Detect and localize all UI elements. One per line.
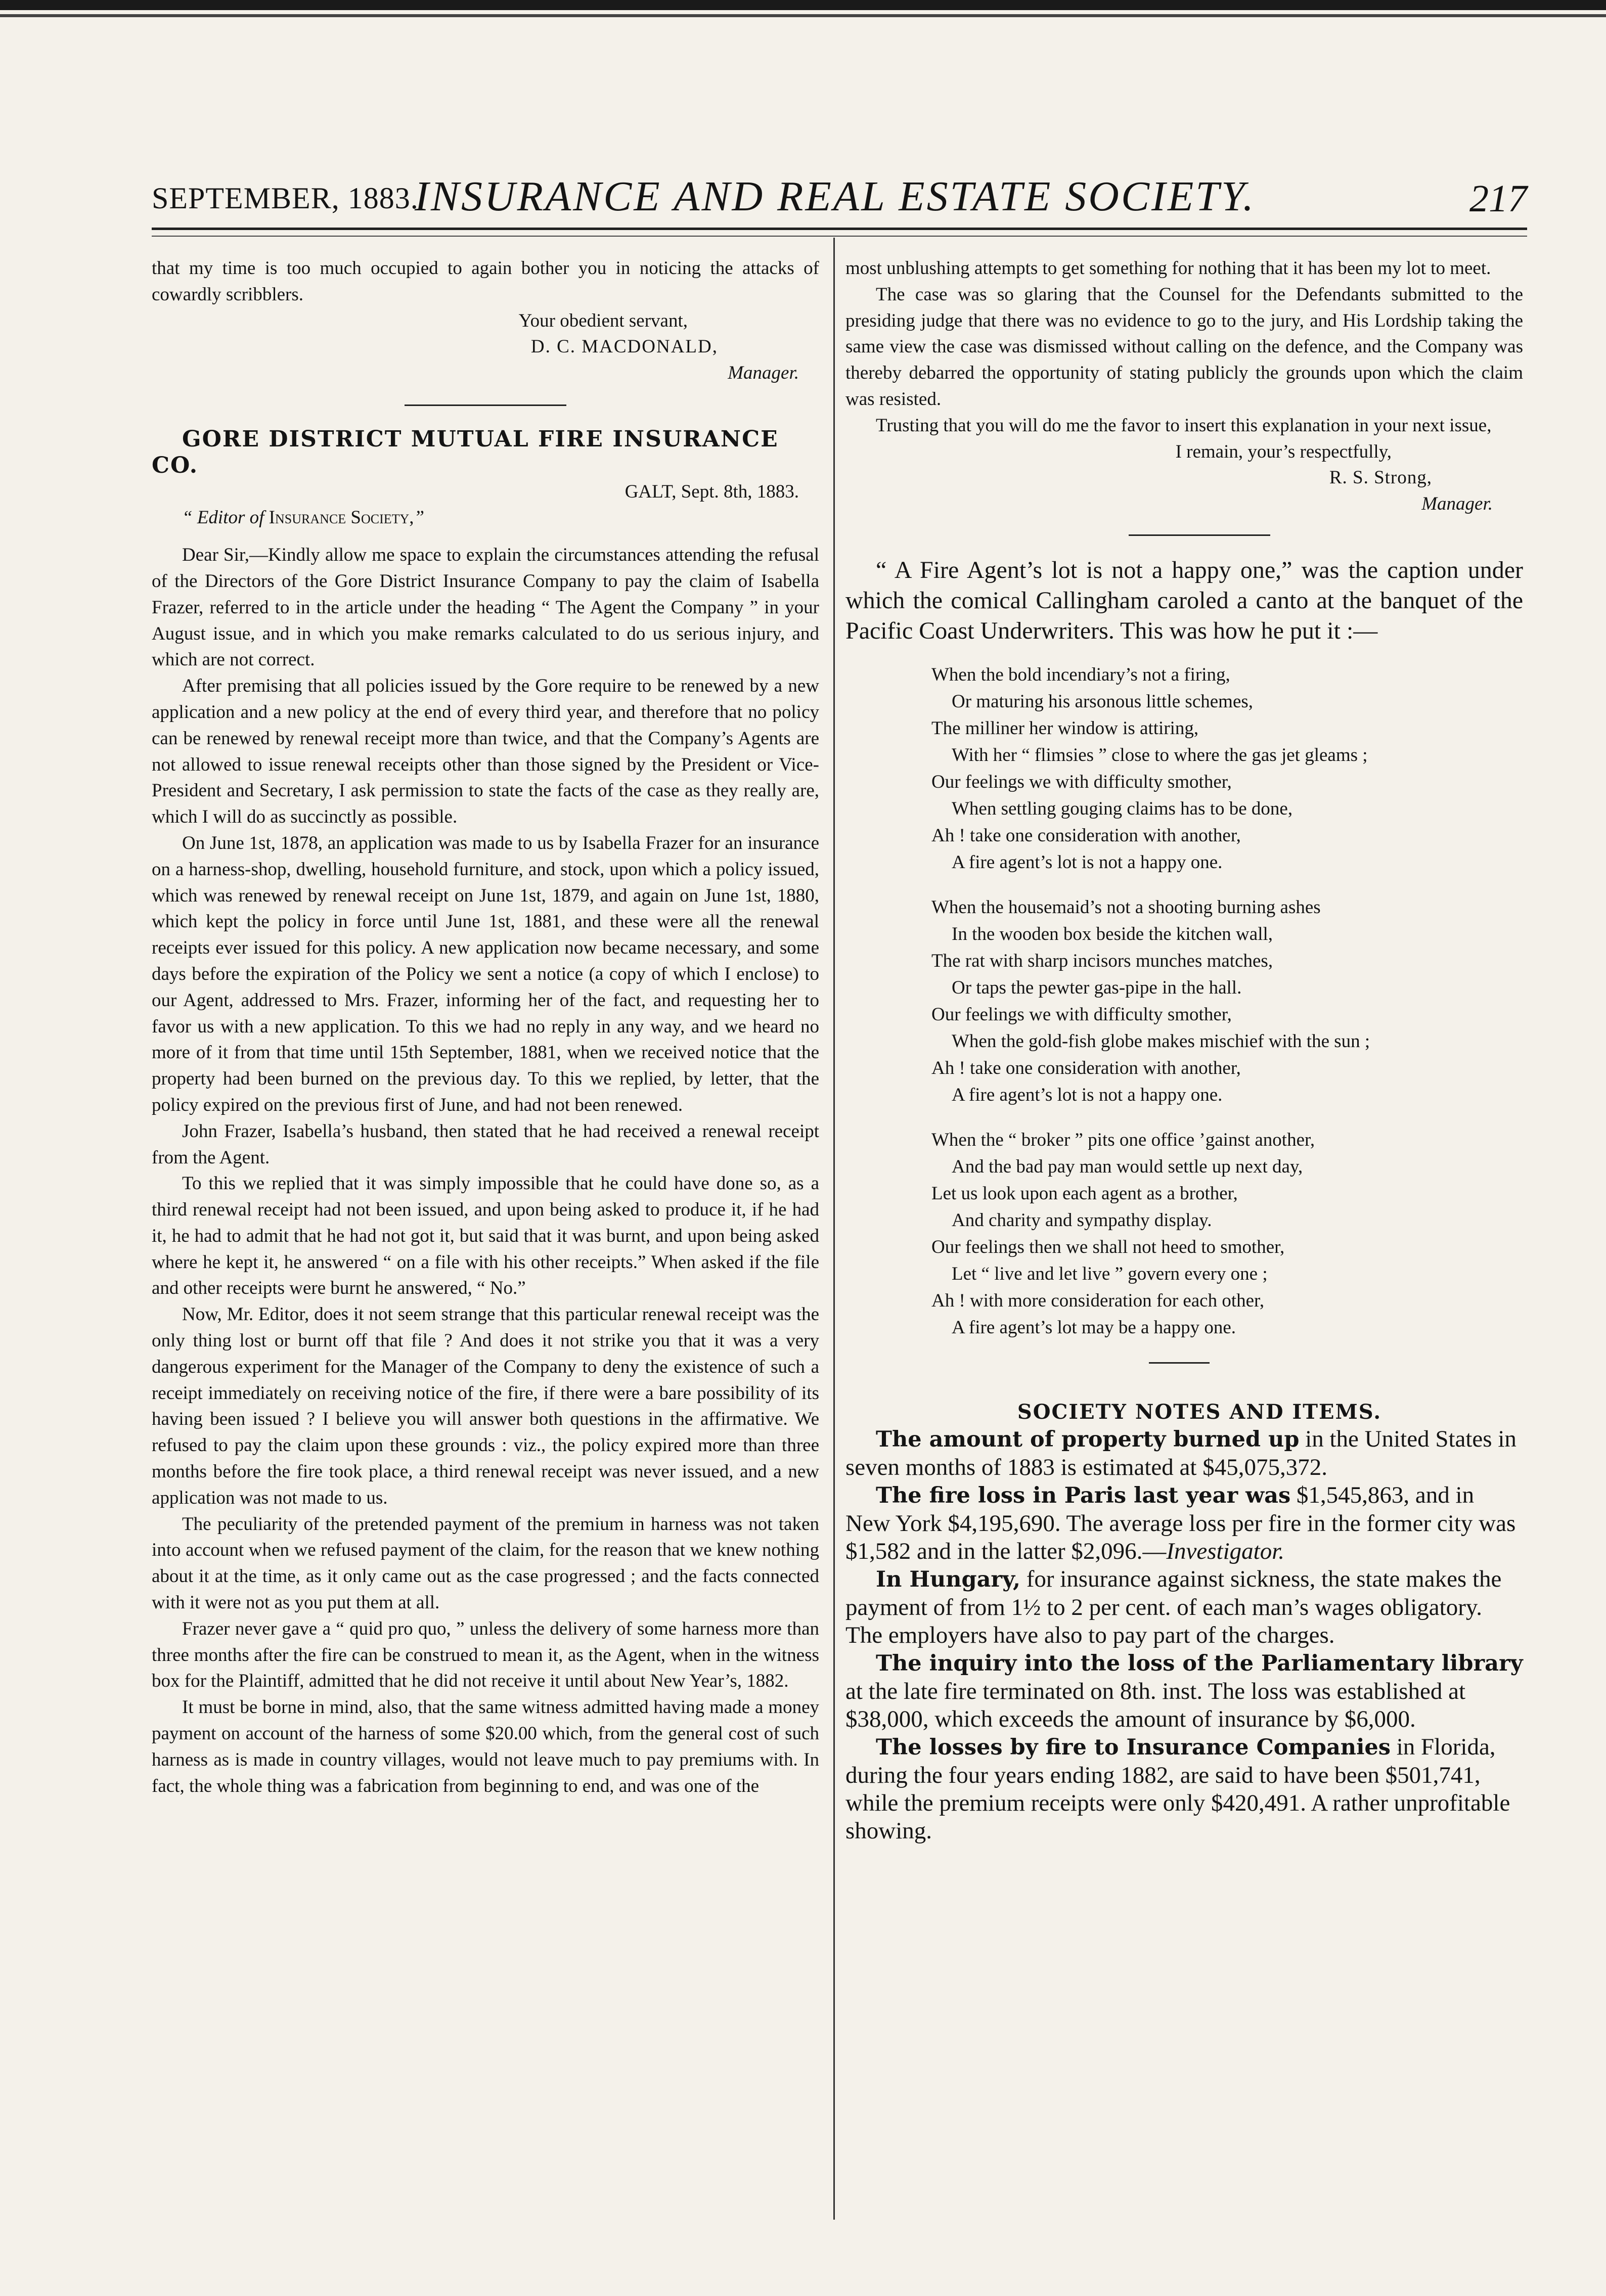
poem-line: When the gold-fish globe makes mischief with the sun ;: [952, 1030, 1370, 1052]
letter-paragraph: After premising that all policies issued by the Gore require to be renewed by a new application and a new policy at the end of every third year, and therefore that no policy can be renewed by renewal receipt more than twice, and that the Company’s Agents are not allowed to issue renewal receipts other than those signed by the President or Vice-President and Secretary, I ask permission to state the facts of the case as they really are, which I will do as succinctly as possible.: [152, 676, 819, 828]
dateline: GALT, Sept. 8th, 1883.: [624, 481, 799, 502]
top-border-thin: [0, 14, 1606, 17]
salutation-close: ”: [414, 507, 425, 528]
notes-section-title: SOCIETY NOTES AND ITEMS.: [1017, 1400, 1382, 1424]
note-lead: The amount of property burned up: [876, 1426, 1300, 1452]
signature-title: Manager.: [1421, 493, 1493, 515]
poem-line: Or maturing his arsonous little schemes,: [952, 691, 1254, 712]
signature-name: R. S. Strong,: [1329, 467, 1432, 488]
poem-line: Ah ! take one consideration with another,: [931, 1057, 1241, 1078]
poem-line: When the “ broker ” pits one office ’gainst another,: [931, 1129, 1315, 1150]
poem-line: A fire agent’s lot may be a happy one.: [952, 1317, 1236, 1338]
poem-line: Let us look upon each agent as a brother,: [931, 1183, 1238, 1204]
salutation-open: “ Editor of: [182, 507, 269, 528]
poem-line: Ah ! with more consideration for each other,: [931, 1290, 1265, 1311]
note-text: at the late fire terminated on 8th. inst. The loss was established at $38,000, which exceeds the amount of insurance by $6,000.: [845, 1678, 1466, 1732]
poem-line: And the bad pay man would settle up next day,: [952, 1156, 1303, 1177]
section-title: GORE DISTRICT MUTUAL FIRE INSURANCE CO.: [152, 426, 779, 478]
section-divider: [405, 404, 566, 406]
signature-title: Manager.: [728, 363, 799, 384]
poem-line: When the bold incendiary’s not a firing,: [931, 664, 1230, 685]
poem-line: Or taps the pewter gas-pipe in the hall.: [952, 977, 1242, 998]
carry-over-text: that my time is too much occupied to again bother you in noticing the attacks of cowardly scribblers.: [152, 258, 819, 305]
poem-line: A fire agent’s lot is not a happy one.: [952, 851, 1223, 873]
note-lead: The losses by fire to Insurance Companies: [876, 1734, 1391, 1760]
letter-paragraph: The case was so glaring that the Counsel for the Defendants submitted to the presiding judge that there was no evidence to go to the jury, and His Lordship taking the same view the case was dismissed without calling on the defence, and the Company was thereby debarred the opportunity of stating publicly the grounds upon which the claim was resisted.: [845, 284, 1523, 410]
signature-closing: Your obedient servant,: [518, 310, 688, 331]
letter-paragraph: Now, Mr. Editor, does it not seem strange that this particular renewal receipt was the only thing lost or burnt off that file ? And does it not strike you that it was a very dangerous experiment for the Manager of the Company to deny the existence of such a receipt immediately on receiving notice of the fire, if there were a bare possibility of its having been issued ? I believe you will answer both questions in the affirmative. We refused to pay the claim upon these grounds : viz., the policy expired more than three months before the fire took place, a third renewal receipt was never issued, and a new application was not made to us.: [152, 1304, 819, 1508]
signature-closing: I remain, your’s respectfully,: [1175, 441, 1392, 462]
poem: [931, 661, 1523, 1341]
salutation-publication: Insurance Society,: [269, 507, 414, 528]
header-rule-thin: [152, 236, 1527, 237]
salutation: [152, 505, 819, 531]
poem-line: A fire agent’s lot is not a happy one.: [952, 1084, 1223, 1105]
left-column: [152, 255, 819, 1799]
note-item: [845, 1565, 1523, 1649]
letter-paragraph: Dear Sir,—Kindly allow me space to explain the circumstances attending the refusal of the Directors of the Gore District Insurance Company to pay the claim of Isabella Frazer, referred to in the article under the heading “ The Agent the Company ” in your August issue, and in which you make remarks calculated to do us serious injury, and which are not correct.: [152, 545, 819, 670]
poem-line: The rat with sharp incisors munches matches,: [931, 950, 1273, 971]
note-item: [845, 1425, 1523, 1481]
note-text: in the United States in seven months of 1883 is estimated at $45,075,372.: [845, 1425, 1516, 1480]
note-source: Investigator.: [1166, 1538, 1285, 1564]
note-text: $1,545,863, and in New York $4,195,690. The average loss per fire in the former city was $1,582 and in the latter $2,096.—: [845, 1481, 1516, 1564]
poem-line: When settling gouging claims has to be done,: [952, 798, 1293, 819]
right-column: [845, 255, 1523, 1845]
top-border: [0, 0, 1606, 10]
header-title: INSURANCE AND REAL ESTATE SOCIETY.: [415, 173, 1256, 220]
note-lead: The inquiry into the loss of the Parliamentary library: [876, 1650, 1523, 1676]
page-header: [152, 172, 1527, 228]
page-number: 217: [1469, 177, 1527, 220]
poem-introduction: “ A Fire Agent’s lot is not a happy one,” was the caption under which the comical Callingham caroled a canto at the banquet of the Pacific Coast Underwriters. This was how he put it :—: [845, 556, 1523, 644]
note-lead: In Hungary,: [876, 1566, 1020, 1592]
letter-paragraph: To this we replied that it was simply impossible that he could have done so, as a third renewal receipt had not been issued, and upon being asked to produce it, if he had it, he had to admit that he had not got it, but said that it was burnt, and upon being asked where he kept it, he answered “ on a file with his other receipts.” When asked if the file and other receipts were burnt he answered, “ No.”: [152, 1173, 819, 1299]
header-date: SEPTEMBER, 1883.: [152, 182, 419, 215]
note-item: [845, 1649, 1523, 1733]
carry-over-text: most unblushing attempts to get something for nothing that it has been my lot to meet.: [845, 258, 1491, 279]
header-rule: [152, 228, 1527, 230]
poem-line: Our feelings we with difficulty smother,: [931, 771, 1232, 792]
letter-paragraph: It must be borne in mind, also, that the same witness admitted having made a money payment on account of the harness of some $20.00 which, from the general cost of such harness as is made in country villages, would not leave much to pay premiums with. In fact, the whole thing was a fabrication from beginning to end, and was one of the: [152, 1697, 819, 1796]
note-text: in Florida, during the four years ending 1882, are said to have been $501,741, while the premium receipts were only $420,491. A rather unprofitable showing.: [845, 1733, 1510, 1844]
letter-paragraph: Frazer never gave a “ quid pro quo, ” unless the delivery of some harness more than three months after the fire can be construed to mean it, as the Agent, when in the witness box for the Plaintiff, admitted that he did not receive it until about New Year’s, 1882.: [152, 1618, 819, 1692]
letter-paragraph: John Frazer, Isabella’s husband, then stated that he had received a renewal receipt from the Agent.: [152, 1120, 819, 1168]
poem-line: Our feelings we with difficulty smother,: [931, 1004, 1232, 1025]
note-lead: The fire loss in Paris last year was: [876, 1482, 1291, 1508]
poem-line: Ah ! take one consideration with another,: [931, 825, 1241, 846]
note-item: [845, 1481, 1523, 1565]
section-divider: [1129, 534, 1270, 536]
poem-line: The milliner her window is attiring,: [931, 717, 1199, 739]
letter-paragraph: The peculiarity of the pretended payment of the premium in harness was not taken into account when we refused payment of the claim, for the reason that we knew nothing about it at the time, as it only came out as the case progressed ; and the facts connected with it were not as you put them at all.: [152, 1513, 819, 1613]
letter-paragraph: Trusting that you will do me the favor to insert this explanation in your next issue,: [876, 415, 1492, 436]
poem-line: In the wooden box beside the kitchen wall,: [952, 923, 1273, 944]
section-divider: [1149, 1362, 1210, 1364]
poem-line: When the housemaid’s not a shooting burning ashes: [931, 896, 1321, 918]
poem-line: And charity and sympathy display.: [952, 1209, 1212, 1231]
column-divider: [833, 238, 835, 2220]
note-item: [845, 1733, 1523, 1845]
poem-line: Our feelings then we shall not heed to smother,: [931, 1236, 1285, 1257]
note-text: for insurance against sickness, the state makes the payment of from 1½ to 2 per cent. of each man’s wages obligatory. The employers have also to pay part of the charges.: [845, 1565, 1502, 1648]
letter-paragraph: On June 1st, 1878, an application was made to us by Isabella Frazer for an insurance on a harness-shop, dwelling, household furniture, and stock, upon which a policy issued, which was renewed by renewal receipt on June 1st, 1879, and again on June 1st, 1880, which kept the policy in force until June 1st, 1881, and these were all the renewal receipts ever issued for this policy. A new application now became necessary, and some days before the expiration of the Policy we sent a notice (a copy of which I enclose) to our Agent, addressed to Mrs. Frazer, informing her of the fact, and requesting her to favor us with a new application. To this we had no reply in any way, and we heard no more of it from that time until 15th September, 1881, when we received notice that the property had been burned on the previous day. To this we replied, by letter, that the policy expired on the previous first of June, and had not been renewed.: [152, 832, 819, 1115]
signature-name: D. C. MACDONALD,: [530, 336, 718, 357]
poem-line: With her “ flimsies ” close to where the gas jet gleams ;: [952, 744, 1368, 766]
poem-line: Let “ live and let live ” govern every one ;: [952, 1263, 1268, 1284]
